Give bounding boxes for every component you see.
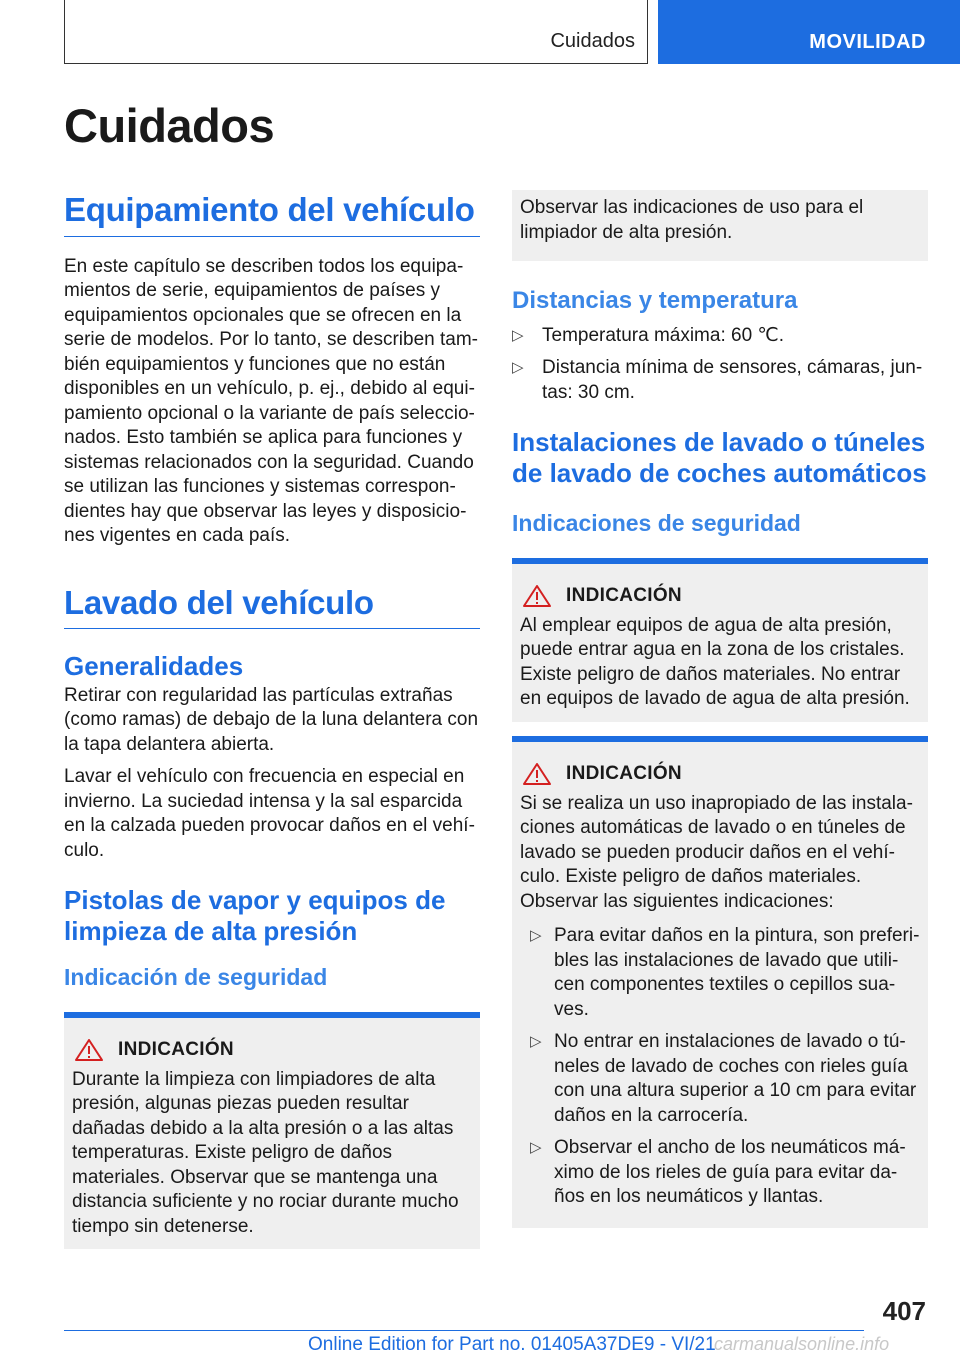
- header-chapter-title: MOVILIDAD: [809, 31, 926, 53]
- paragraph-generalidades-2: Lavar el vehículo con frecuencia en especial en invierno. La suciedad intensa y la sal esparcida en la calzada pueden provocar daños en el vehículo.: [64, 766, 475, 861]
- note-text: Si se realiza un uso inapropiado de las instalaciones automáticas de lavado o en túneles de lavado se pueden producir daños en el vehículo. Existe peligro de daños materiales. Observar las siguientes indicaciones:: [520, 792, 913, 912]
- heading-generalidades: Generalidades: [64, 651, 244, 682]
- note-header: [520, 762, 920, 786]
- note-box-pistolas: [64, 1012, 480, 1250]
- heading-indicaciones-seguridad: Indicaciones de seguridad: [512, 510, 801, 537]
- header-chapter-tab: [658, 0, 960, 64]
- triangle-bullet-icon: ▷: [530, 1033, 542, 1051]
- list-item: ▷ Observar el ancho de los neumáticos máximo de los rieles de guía para evitar daños en los neumáticos y llantas.: [530, 1137, 906, 1208]
- note-continuation: [512, 190, 928, 261]
- note-box-agua: [512, 558, 928, 722]
- triangle-bullet-icon: ▷: [512, 326, 524, 344]
- list-instalaciones: [520, 924, 920, 1210]
- list-item: ▷ Distancia mínima de sensores, cámaras, juntas: 30 cm.: [512, 357, 923, 403]
- note-header: [520, 584, 920, 608]
- warning-triangle-icon: [74, 1038, 104, 1062]
- edition-text: Online Edition for Part no. 01405A37DE9 - VI/21: [308, 1334, 716, 1355]
- warning-triangle-icon: [522, 762, 552, 786]
- note-label: INDICACIÓN: [566, 584, 682, 606]
- paragraph-generalidades-1: Retirar con regularidad las partículas extrañas (como ramas) de debajo de la luna delantera con la tapa delantera abierta.: [64, 684, 479, 755]
- watermark: carmanualsonline.info: [714, 1334, 890, 1354]
- triangle-bullet-icon: ▷: [512, 359, 524, 377]
- heading-distancias: Distancias y temperatura: [512, 287, 798, 314]
- heading-equipamiento: Equipamiento del vehículo: [64, 190, 480, 237]
- note-text: Al emplear equipos de agua de alta presión, puede entrar agua en la zona de los cristales. Existe peligro de daños materiales. No entrar en equipos de lavado de agua de alta presión.: [520, 614, 910, 710]
- right-column: [512, 190, 928, 1228]
- header-section-title: Cuidados: [550, 30, 635, 52]
- left-column: [64, 190, 480, 1249]
- note-label: INDICACIÓN: [118, 1038, 234, 1060]
- page-title: Cuidados: [64, 99, 275, 152]
- list-item: ▷ Temperatura máxima: 60 ℃.: [512, 324, 928, 349]
- footer-divider: [64, 1330, 864, 1331]
- note-label: INDICACIÓN: [566, 762, 682, 784]
- list-item: ▷ No entrar en instalaciones de lavado o túneles de lavado de coches con rieles guía con una altura superior a 10 cm para evitar daños en la carrocería.: [530, 1031, 917, 1126]
- list-item: ▷ Para evitar daños en la pintura, son preferibles las instalaciones de lavado que utilicen componentes textiles o cepillos suaves.: [530, 925, 920, 1020]
- triangle-bullet-icon: ▷: [530, 927, 542, 945]
- page-number: 407: [882, 1296, 926, 1326]
- heading-indicacion-seguridad: Indicación de seguridad: [64, 963, 328, 990]
- list-distancias: [512, 324, 928, 406]
- note-header: [72, 1038, 472, 1062]
- heading-instalaciones: Instalaciones de lavado o túneles de lavado de coches automáticos: [512, 427, 927, 488]
- note-text: Durante la limpieza con limpiadores de alta presión, algunas piezas pueden resultar dañadas debido a la alta presión o a las altas temperaturas. Existe peligro de daños materiales. Observar que se mantenga una distancia suficiente y no rociar durante mucho tiempo sin detenerse.: [72, 1068, 459, 1237]
- paragraph-equipamiento: En este capítulo se describen todos los equipamientos de serie, equipamientos de países y equipamientos opcionales que se ofrecen en la serie de modelos. Por lo tanto, se describen también equipamientos y funciones que no están disponibles en un vehículo, p. ej., debido al equipamiento opcional o la variante de país seleccionados. Esto también se aplica para funciones y sistemas relacionados con la seguridad. Cuando se utilizan las funciones y sistemas correspondientes hay que observar las leyes y disposiciones vigentes en cada país.: [64, 255, 478, 547]
- warning-triangle-icon: [522, 584, 552, 608]
- heading-pistolas: Pistolas de vapor y equipos de limpieza de alta presión: [64, 885, 446, 946]
- heading-lavado: Lavado del vehículo: [64, 583, 480, 630]
- note-box-instalaciones: [512, 736, 928, 1228]
- triangle-bullet-icon: ▷: [530, 1139, 542, 1157]
- note-continuation-text: Observar las indicaciones de uso para el limpiador de alta presión.: [520, 197, 864, 243]
- header-section-tab: [64, 0, 648, 64]
